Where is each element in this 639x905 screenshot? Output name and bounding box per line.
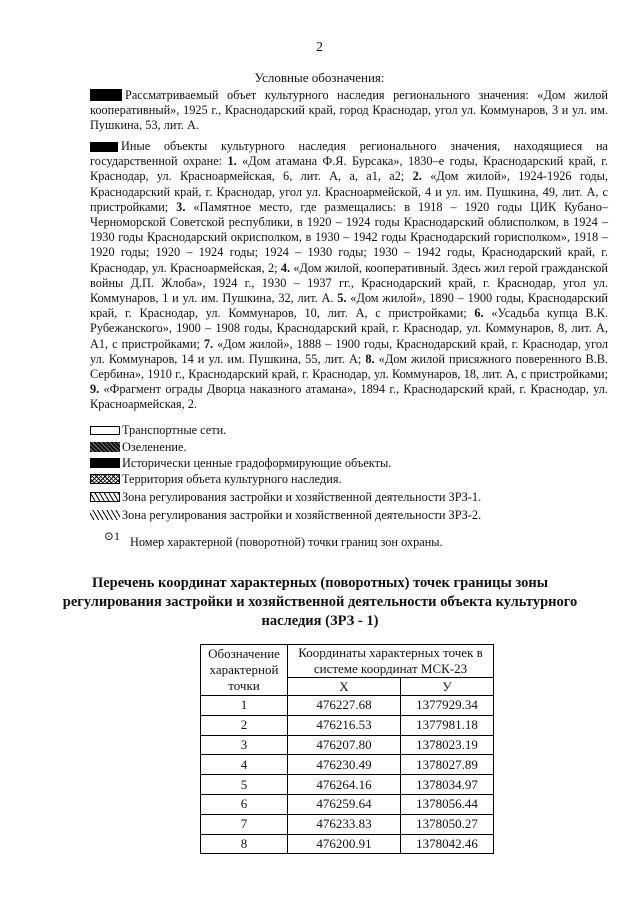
x-coordinate-cell: 476230.49 [288,755,401,775]
object-number: 5. [337,291,347,306]
table-row [201,755,494,775]
object-description: «Дом жилой», 1924-1926 годы, Краснодарский край, г. Краснодар, угол ул. Красноармейской, 4 и ул. им. Пушкина, 49, лит. А, с пристройками; [90,169,608,214]
legend-item-historic [90,456,391,471]
table-row [201,696,494,716]
col-y-header: У [401,678,494,696]
object-number: 9. [90,382,100,397]
table-row [201,794,494,814]
table-row [201,775,494,795]
object-number: 7. [203,336,214,351]
table-row [201,814,494,834]
x-coordinate-cell: 476207.80 [288,735,401,755]
object-number: 2. [412,169,422,184]
x-coordinate-cell: 476264.16 [288,775,401,795]
legend-other-objects-intro: Иные объекты культурного наследия регионального значения, находящиеся на государственной охране: [90,139,608,169]
col-point-header: Обозначение характерной точки [201,645,288,696]
coordinates-heading: Перечень координат характерных (поворотных) точек границы зоны регулирования застройки и хозяйственной деятельности объекта культурного наследия (ЗРЗ - 1) [62,575,578,629]
legend-item-territory [90,472,342,487]
y-coordinate-cell: 1378042.46 [401,834,494,854]
point-number-cell: 7 [201,814,288,834]
legend-historic-label: Исторически ценные градоформирующие объекты. [122,456,392,470]
legend-main-object [90,88,608,134]
point-number-cell: 8 [201,834,288,854]
legend-greenery-label: Озеленение. [122,440,187,454]
coordinates-table-body [201,696,494,854]
legend-item-transport [90,423,226,438]
black-swatch-icon [90,142,118,152]
x-coordinate-cell: 476233.83 [288,814,401,834]
object-number: 1. [227,154,237,169]
historic-swatch-icon [90,458,120,468]
x-coordinate-cell: 476227.68 [288,696,401,716]
object-description: «Усадьба купца В.К. Рубежанского», 1900 – 1908 годы, Краснодарский край, г. Краснодар, ул. Коммунаров, 8, лит. А, А1, с пристройками; [90,306,608,351]
object-description: «Дом жилой присяжного поверенного В.В. Сербина», 1910 г., Краснодарский край, г. Краснодар, ул. Коммунаров, 18, лит. А, с пристройками; [90,351,609,382]
point-number-cell: 6 [201,794,288,814]
page-number: 2 [316,40,323,55]
y-coordinate-cell: 1378056.44 [401,794,494,814]
legend-zrz1-label: Зона регулирования застройки и хозяйственной деятельности ЗРЗ-1. [122,490,482,504]
object-number: 8. [365,351,375,366]
legend-item-zrz2 [90,508,481,523]
y-coordinate-cell: 1377981.18 [401,715,494,735]
y-coordinate-cell: 1378050.27 [401,814,494,834]
table-row [201,735,494,755]
zrz1-hatch-icon [90,492,120,502]
object-number: 4. [280,260,291,275]
object-description: «Дом атамана Ф.Я. Бурсака», 1830–е годы, Краснодарский край, г. Краснодар, ул. Красноармейская, 6, лит. А, а, а1, а2; [90,154,608,184]
y-coordinate-cell: 1378034.97 [401,775,494,795]
point-marker-icon: ⊙1 [104,529,121,543]
transport-swatch-icon [90,426,120,435]
object-description: «Дом жилой», 1890 – 1900 годы, Краснодарский край, г. Краснодар, ул. Коммунаров, 10, лит. А, с пристройками; [90,291,608,321]
table-row [201,834,494,854]
object-number: 3. [176,199,186,214]
legend-zrz2-label: Зона регулирования застройки и хозяйственной деятельности ЗРЗ-2. [122,508,482,522]
territory-swatch-icon [90,474,120,484]
y-coordinate-cell: 1378023.19 [401,735,494,755]
point-number-cell: 3 [201,735,288,755]
black-swatch-icon [90,89,122,101]
zrz2-hatch-icon [90,510,120,520]
y-coordinate-cell: 1378027.89 [401,755,494,775]
legend-item-greenery [90,440,187,455]
legend-transport-label: Транспортные сети. [122,423,227,437]
table-row [201,715,494,735]
col-x-header: X [288,678,401,696]
legend-title: Условные обозначения: [254,70,385,85]
legend-main-object-text: Рассматриваемый объет культурного наследия регионального значения: «Дом жилой кооперативный», 1925 г., Краснодарский край, город Краснодар, угол ул. Коммунаров, 3 и ул. им. Пушкина, 53, лит. А. [90,88,608,133]
object-description: «Дом жилой, кооперативный. Здесь жил герой гражданской войны Д.П. Жлоба», 1924 г., 1930 – 1937 гг., Краснодарский край, г. Краснодар, угол ул. Коммунаров, 1 и ул. им. Пушкина, 32, лит. А. [90,260,608,306]
legend-other-objects [90,139,608,413]
coordinates-table [200,644,494,854]
object-number: 6. [474,306,484,321]
object-description: «Фрагмент ограды Дворца наказного атамана», 1894 г., Краснодарский край, г. Краснодар, ул. Красноармейская, 2. [90,382,608,412]
point-number-cell: 5 [201,775,288,795]
x-coordinate-cell: 476200.91 [288,834,401,854]
greenery-swatch-icon [90,442,120,452]
y-coordinate-cell: 1377929.34 [401,696,494,716]
point-number-cell: 2 [201,715,288,735]
point-number-cell: 4 [201,755,288,775]
col-coords-header: Координаты характерных точек в системе координат МСК-23 [288,645,494,678]
point-number-cell: 1 [201,696,288,716]
x-coordinate-cell: 476259.64 [288,794,401,814]
legend-point-label: Номер характерной (поворотной) точки границ зон охраны. [130,535,443,549]
legend-territory-label: Территория объета культурного наследия. [122,472,342,486]
x-coordinate-cell: 476216.53 [288,715,401,735]
object-description: «Памятное место, где размещались: в 1918 – 1920 годы ЦИК Кубано–Черноморской Советской республики, в 1920 – 1924 годы Краснодарский облисполком, в 1924 – 1930 годы Краснодарский окрисполком, в 1930 – 1942 годы Краснодарский горисполком», 1918 – 1920 годы; 1920 – 1924 годы; 1924 – 1930 годы; 1930 – 1942 годы, Краснодарский край, г. Краснодар, ул. Красноармейская, 2; [90,199,608,275]
object-description: «Дом жилой», 1888 – 1900 годы, Краснодарский край, г. Краснодар, угол ул. Коммунаров, 14 и ул. им. Пушкина, 55, лит. А; [90,336,609,366]
legend-item-zrz1 [90,490,481,505]
